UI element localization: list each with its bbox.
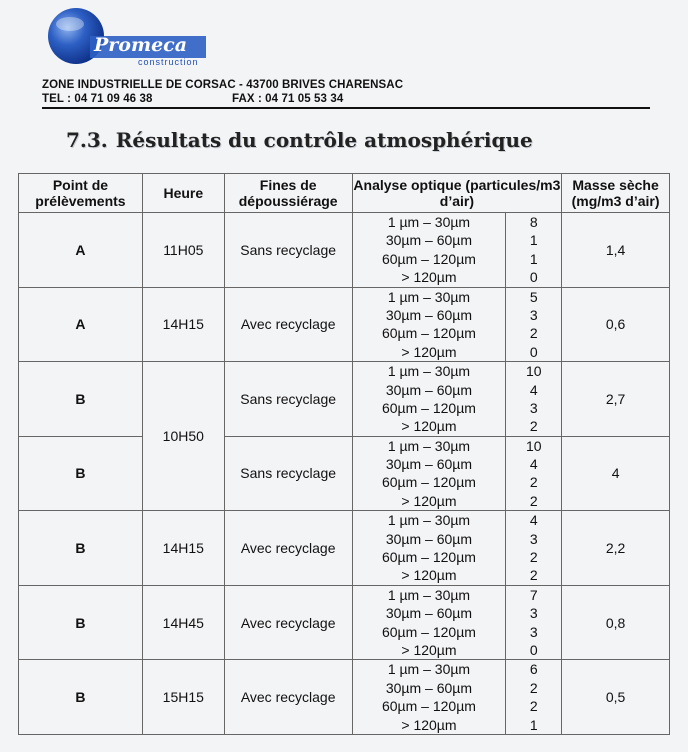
cell-heure: 10H50	[142, 362, 224, 511]
count-value: 0	[529, 269, 538, 286]
section-number: 7.3.	[66, 128, 108, 152]
range-label: 60µm – 120µm	[381, 549, 476, 566]
table-row	[19, 362, 670, 437]
cell-counts	[506, 213, 562, 288]
header-masse: Masse sèche (mg/m3 d’air)	[562, 174, 670, 213]
header-analyse: Analyse optique (particules/m3 d’air)	[352, 174, 562, 213]
count-value: 6	[529, 661, 538, 678]
section-title	[66, 128, 533, 152]
count-value: 3	[529, 306, 538, 323]
cell-point: B	[19, 660, 143, 735]
count-value: 2	[529, 492, 538, 509]
cell-counts	[506, 436, 562, 511]
cell-fines: Sans recyclage	[224, 436, 352, 511]
count-value: 2	[529, 567, 538, 584]
range-label: > 120µm	[401, 567, 457, 584]
count-value: 4	[529, 381, 538, 398]
cell-ranges	[352, 213, 506, 288]
cell-masse: 0,5	[562, 660, 670, 735]
cell-counts	[506, 362, 562, 437]
cell-masse: 0,6	[562, 287, 670, 362]
count-value: 2	[529, 679, 538, 696]
range-label: > 120µm	[401, 418, 457, 435]
range-label: > 120µm	[401, 269, 457, 286]
count-value: 7	[529, 586, 538, 603]
range-label: 1 µm – 30µm	[387, 661, 471, 678]
cell-point: B	[19, 585, 143, 660]
cell-masse: 2,2	[562, 511, 670, 586]
count-value: 10	[525, 363, 542, 380]
range-label: 1 µm – 30µm	[387, 437, 471, 454]
count-value: 3	[529, 399, 538, 416]
cell-point: B	[19, 511, 143, 586]
cell-heure: 14H45	[142, 585, 224, 660]
range-label: 60µm – 120µm	[381, 698, 476, 715]
logo-wordmark: Promeca	[94, 34, 188, 56]
cell-counts	[506, 511, 562, 586]
count-value: 1	[529, 250, 538, 267]
telephone: TEL : 04 71 09 46 38	[42, 93, 153, 105]
cell-ranges	[352, 585, 506, 660]
table-row	[19, 213, 670, 288]
range-label: 30µm – 60µm	[385, 232, 473, 249]
table-header-row	[19, 174, 670, 213]
cell-ranges	[352, 511, 506, 586]
count-value: 2	[529, 474, 538, 491]
count-value: 10	[525, 437, 542, 454]
range-label: 30µm – 60µm	[385, 605, 473, 622]
cell-heure: 14H15	[142, 287, 224, 362]
count-value: 1	[529, 716, 538, 733]
range-label: 30µm – 60µm	[385, 306, 473, 323]
range-label: 1 µm – 30µm	[387, 512, 471, 529]
range-label: 60µm – 120µm	[381, 325, 476, 342]
cell-heure: 14H15	[142, 511, 224, 586]
table-row	[19, 585, 670, 660]
range-label: 30µm – 60µm	[385, 381, 473, 398]
table-row	[19, 660, 670, 735]
count-value: 4	[529, 512, 538, 529]
cell-ranges	[352, 436, 506, 511]
section-title-text: Résultats du contrôle atmosphérique	[115, 128, 533, 152]
cell-heure: 11H05	[142, 213, 224, 288]
table-row	[19, 436, 670, 511]
count-value: 1	[529, 232, 538, 249]
cell-fines: Avec recyclage	[224, 511, 352, 586]
table-row	[19, 287, 670, 362]
count-value: 2	[529, 325, 538, 342]
cell-heure: 15H15	[142, 660, 224, 735]
count-value: 3	[529, 623, 538, 640]
cell-ranges	[352, 362, 506, 437]
count-value: 5	[529, 288, 538, 305]
range-label: > 120µm	[401, 343, 457, 360]
cell-counts	[506, 660, 562, 735]
cell-fines: Avec recyclage	[224, 660, 352, 735]
logo-subtext: construction	[138, 57, 199, 67]
results-table	[18, 173, 670, 735]
count-value: 4	[529, 456, 538, 473]
cell-fines: Avec recyclage	[224, 287, 352, 362]
cell-ranges	[352, 660, 506, 735]
company-address-block	[42, 78, 403, 106]
count-value: 8	[529, 214, 538, 230]
header-heure: Heure	[142, 174, 224, 213]
range-label: > 120µm	[401, 492, 457, 509]
cell-counts	[506, 585, 562, 660]
cell-point: A	[19, 213, 143, 288]
range-label: 60µm – 120µm	[381, 623, 476, 640]
count-value: 2	[529, 549, 538, 566]
range-label: 30µm – 60µm	[385, 530, 473, 547]
cell-point: A	[19, 287, 143, 362]
cell-fines: Sans recyclage	[224, 362, 352, 437]
range-label: > 120µm	[401, 716, 457, 733]
range-label: 1 µm – 30µm	[387, 363, 471, 380]
fax: FAX : 04 71 05 53 34	[232, 93, 344, 105]
cell-masse: 4	[562, 436, 670, 511]
table-row	[19, 511, 670, 586]
count-value: 0	[529, 641, 538, 658]
count-value: 0	[529, 343, 538, 360]
cell-fines: Avec recyclage	[224, 585, 352, 660]
count-value: 3	[529, 530, 538, 547]
cell-counts	[506, 287, 562, 362]
range-label: > 120µm	[401, 641, 457, 658]
range-label: 1 µm – 30µm	[387, 214, 471, 230]
company-logo	[46, 6, 216, 70]
header-point: Point de prélèvements	[19, 174, 143, 213]
cell-point: B	[19, 362, 143, 437]
cell-masse: 0,8	[562, 585, 670, 660]
count-value: 2	[529, 698, 538, 715]
range-label: 1 µm – 30µm	[387, 586, 471, 603]
cell-masse: 2,7	[562, 362, 670, 437]
header-fines: Fines de dépoussiérage	[224, 174, 352, 213]
address-line: ZONE INDUSTRIELLE DE CORSAC - 43700 BRIVES CHARENSAC	[42, 79, 404, 91]
cell-point: B	[19, 436, 143, 511]
cell-masse: 1,4	[562, 213, 670, 288]
range-label: 60µm – 120µm	[381, 250, 476, 267]
cell-fines: Sans recyclage	[224, 213, 352, 288]
range-label: 60µm – 120µm	[381, 474, 476, 491]
cell-ranges	[352, 287, 506, 362]
range-label: 30µm – 60µm	[385, 456, 473, 473]
count-value: 2	[529, 418, 538, 435]
range-label: 30µm – 60µm	[385, 679, 473, 696]
range-label: 1 µm – 30µm	[387, 288, 471, 305]
header-divider	[42, 107, 650, 109]
count-value: 3	[529, 605, 538, 622]
range-label: 60µm – 120µm	[381, 399, 476, 416]
